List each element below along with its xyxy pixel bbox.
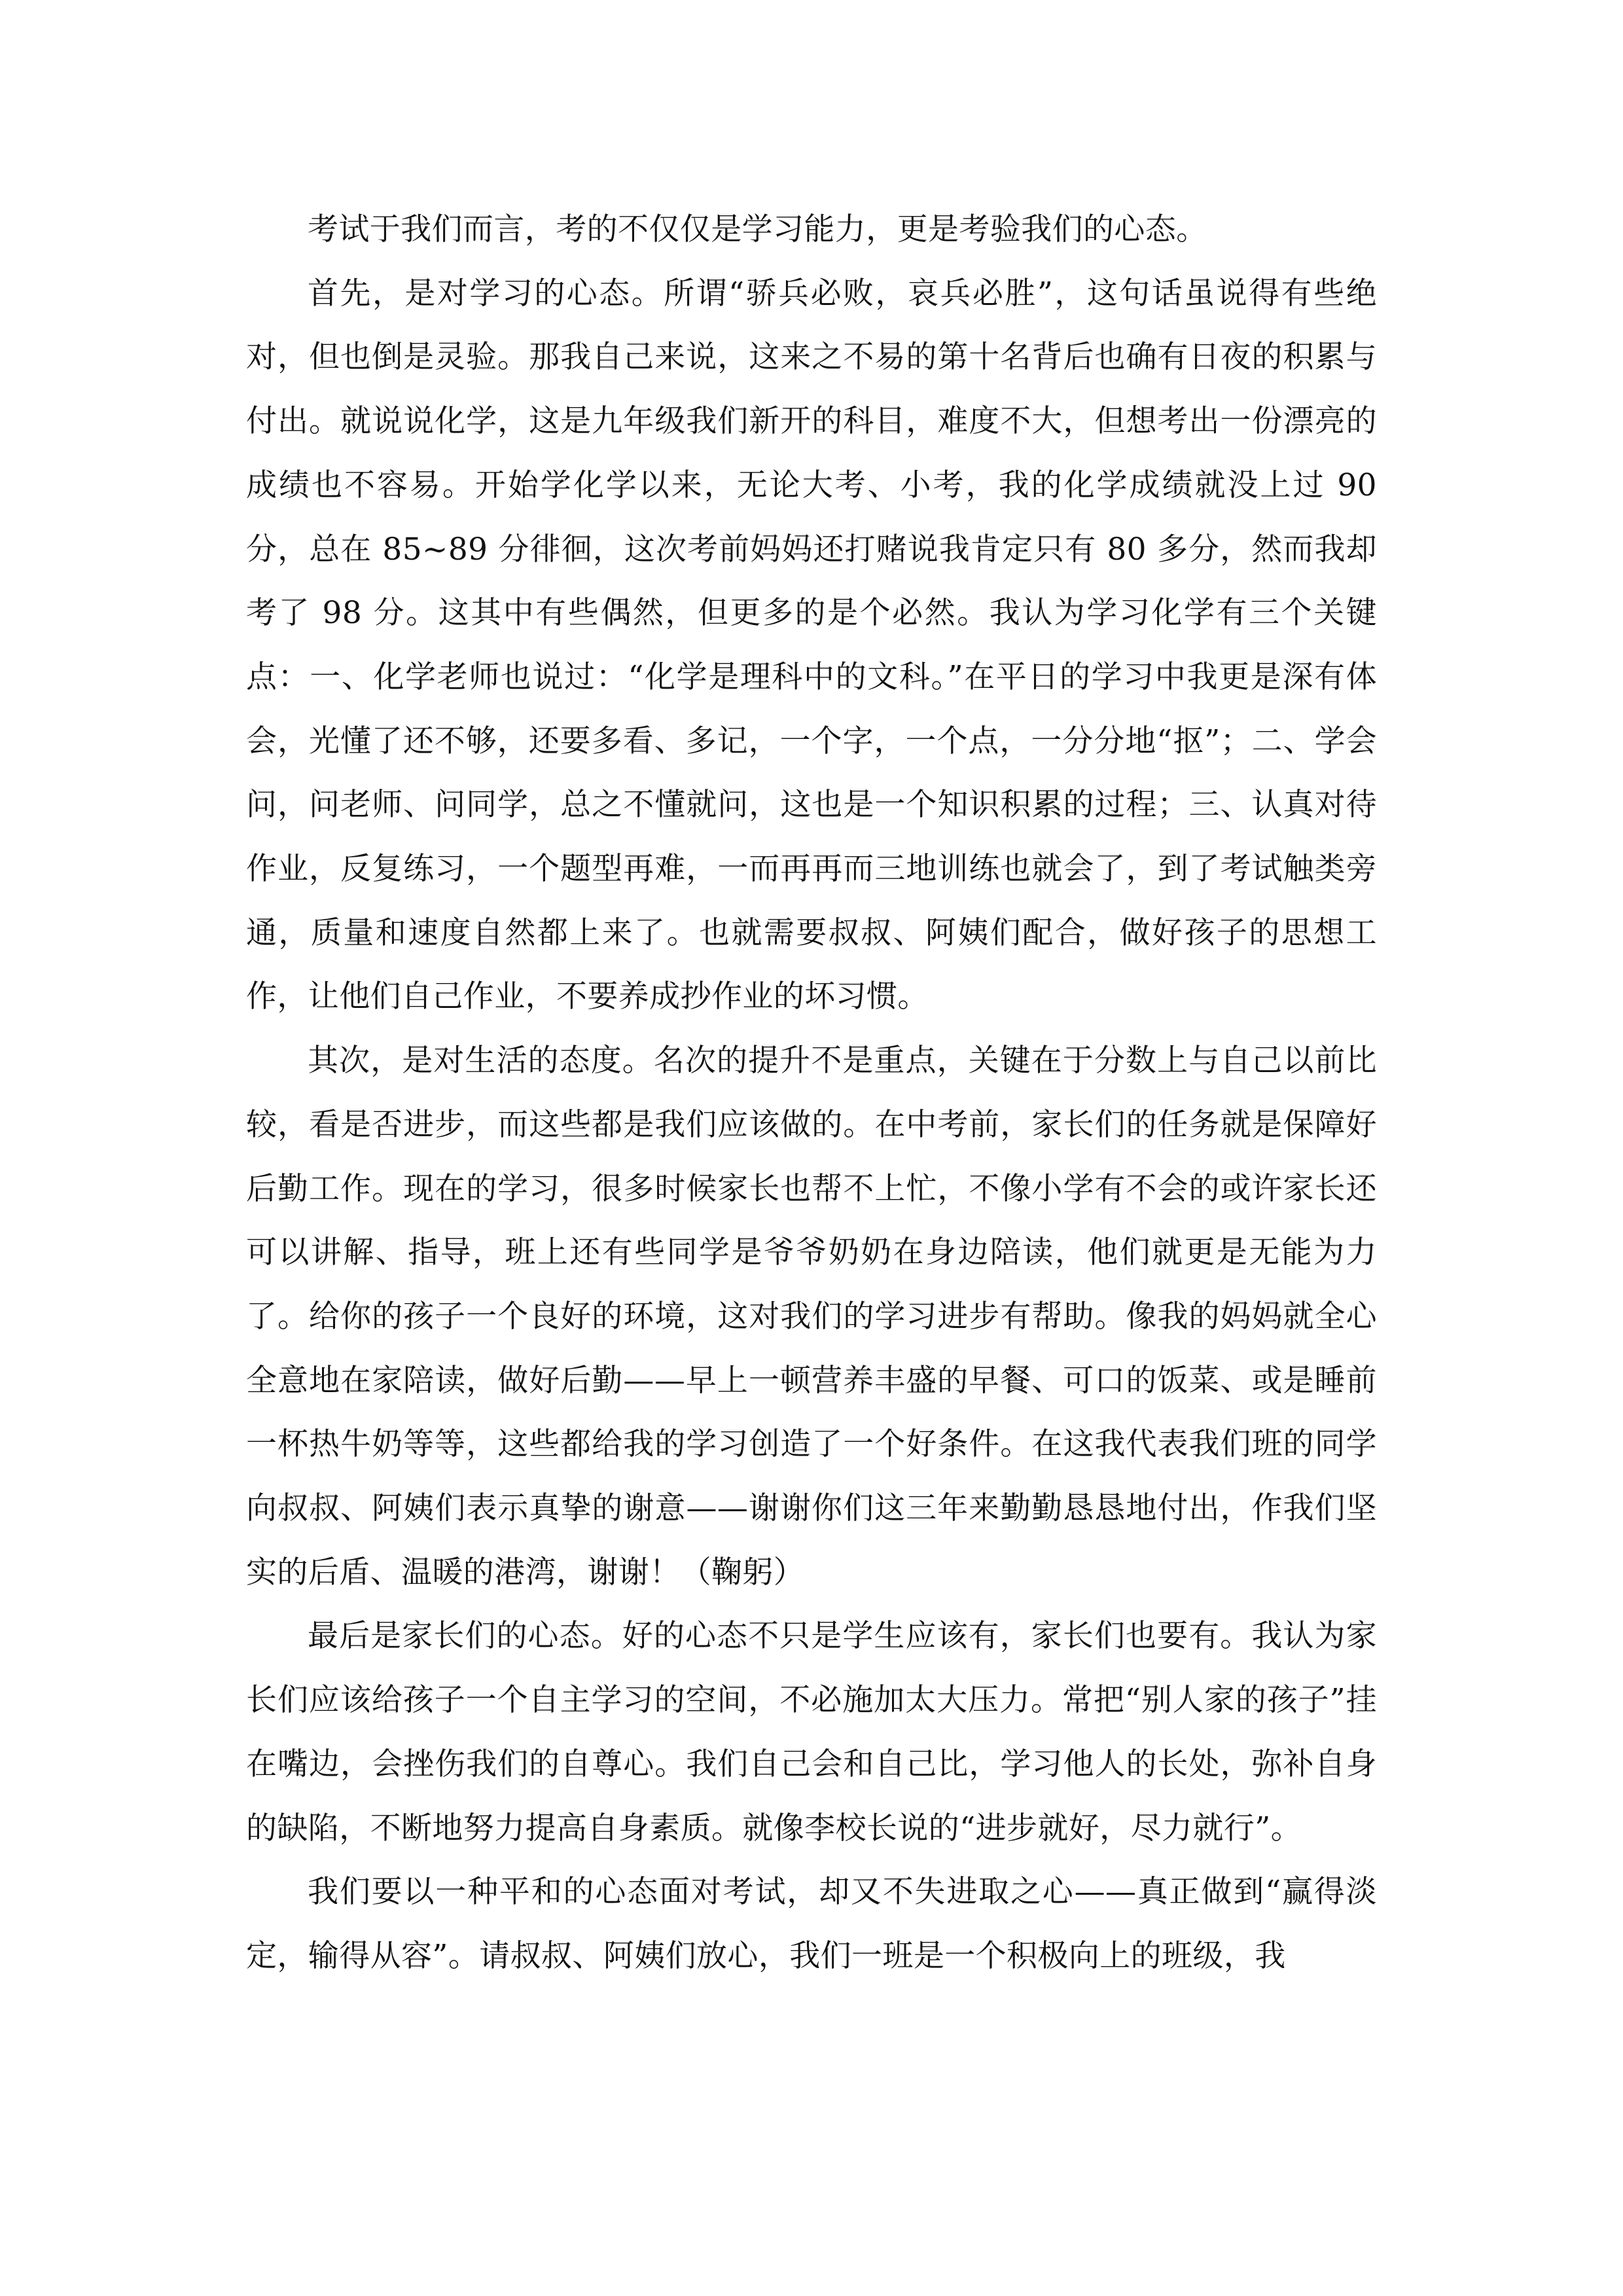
paragraph: 考试于我们而言，考的不仅仅是学习能力，更是考验我们的心态。: [308, 211, 1207, 247]
body-text: [246, 198, 1377, 1988]
paragraph: 首先，是对学习的心态。所谓“骄兵必败，哀兵必胜”，这句话虽说得有些绝对，但也倒是灵验。那我自己来说，这来之不易的第十名背后也确有日夜的积累与付出。就说说化学，这是九年级我们新开的科目，难度不大，但想考出一份漂亮的成绩也不容易。开始学化学以来，无论大考、小考，我的化学成绩就没上过 90 分，总在 85~89 分徘徊，这次考前妈妈还打赌说我肯定只有 80 多分，然而我却考了 98 分。这其中有些偶然，但更多的是个必然。我认为学习化学有三个关键点：一、化学老师也说过：“化学是理科中的文科。”在平日的学习中我更是深有体会，光懂了还不够，还要多看、多记，一个字，一个点，一分分地“抠”；二、学会问，问老师、问同学，总之不懂就问，这也是一个知识积累的过程；三、认真对待作业，反复练习，一个题型再难，一而再再而三地训练也就会了，到了考试触类旁通，质量和速度自然都上来了。也就需要叔叔、阿姨们配合，做好孩子的思想工作，让他们自己作业，不要养成抄作业的坏习惯。: [246, 275, 1377, 1015]
paragraph: 其次，是对生活的态度。名次的提升不是重点，关键在于分数上与自己以前比较，看是否进步，而这些都是我们应该做的。在中考前，家长们的任务就是保障好后勤工作。现在的学习，很多时候家长也帮不上忙，不像小学有不会的或许家长还可以讲解、指导，班上还有些同学是爷爷奶奶在身边陪读，他们就更是无能为力了。给你的孩子一个良好的环境，这对我们的学习进步有帮助。像我的妈妈就全心全意地在家陪读，做好后勤——早上一顿营养丰盛的早餐、可口的饭菜、或是睡前一杯热牛奶等等，这些都给我的学习创造了一个好条件。在这我代表我们班的同学向叔叔、阿姨们表示真挚的谢意——谢谢你们这三年来勤勤恳恳地付出，作我们坚实的后盾、温暖的港湾，谢谢！（鞠躬）: [246, 1043, 1377, 1590]
paragraph: 我们要以一种平和的心态面对考试，却又不失进取之心——真正做到“赢得淡定，输得从容”。请叔叔、阿姨们放心，我们一班是一个积极向上的班级，我: [246, 1874, 1377, 1974]
paragraph: 最后是家长们的心态。好的心态不只是学生应该有，家长们也要有。我认为家长们应该给孩子一个自主学习的空间，不必施加太大压力。常把“别人家的孩子”挂在嘴边，会挫伤我们的自尊心。我们自己会和自己比，学习他人的长处，弥补自身的缺陷，不断地努力提高自身素质。就像李校长说的“进步就好，尽力就行”。: [246, 1618, 1377, 1846]
